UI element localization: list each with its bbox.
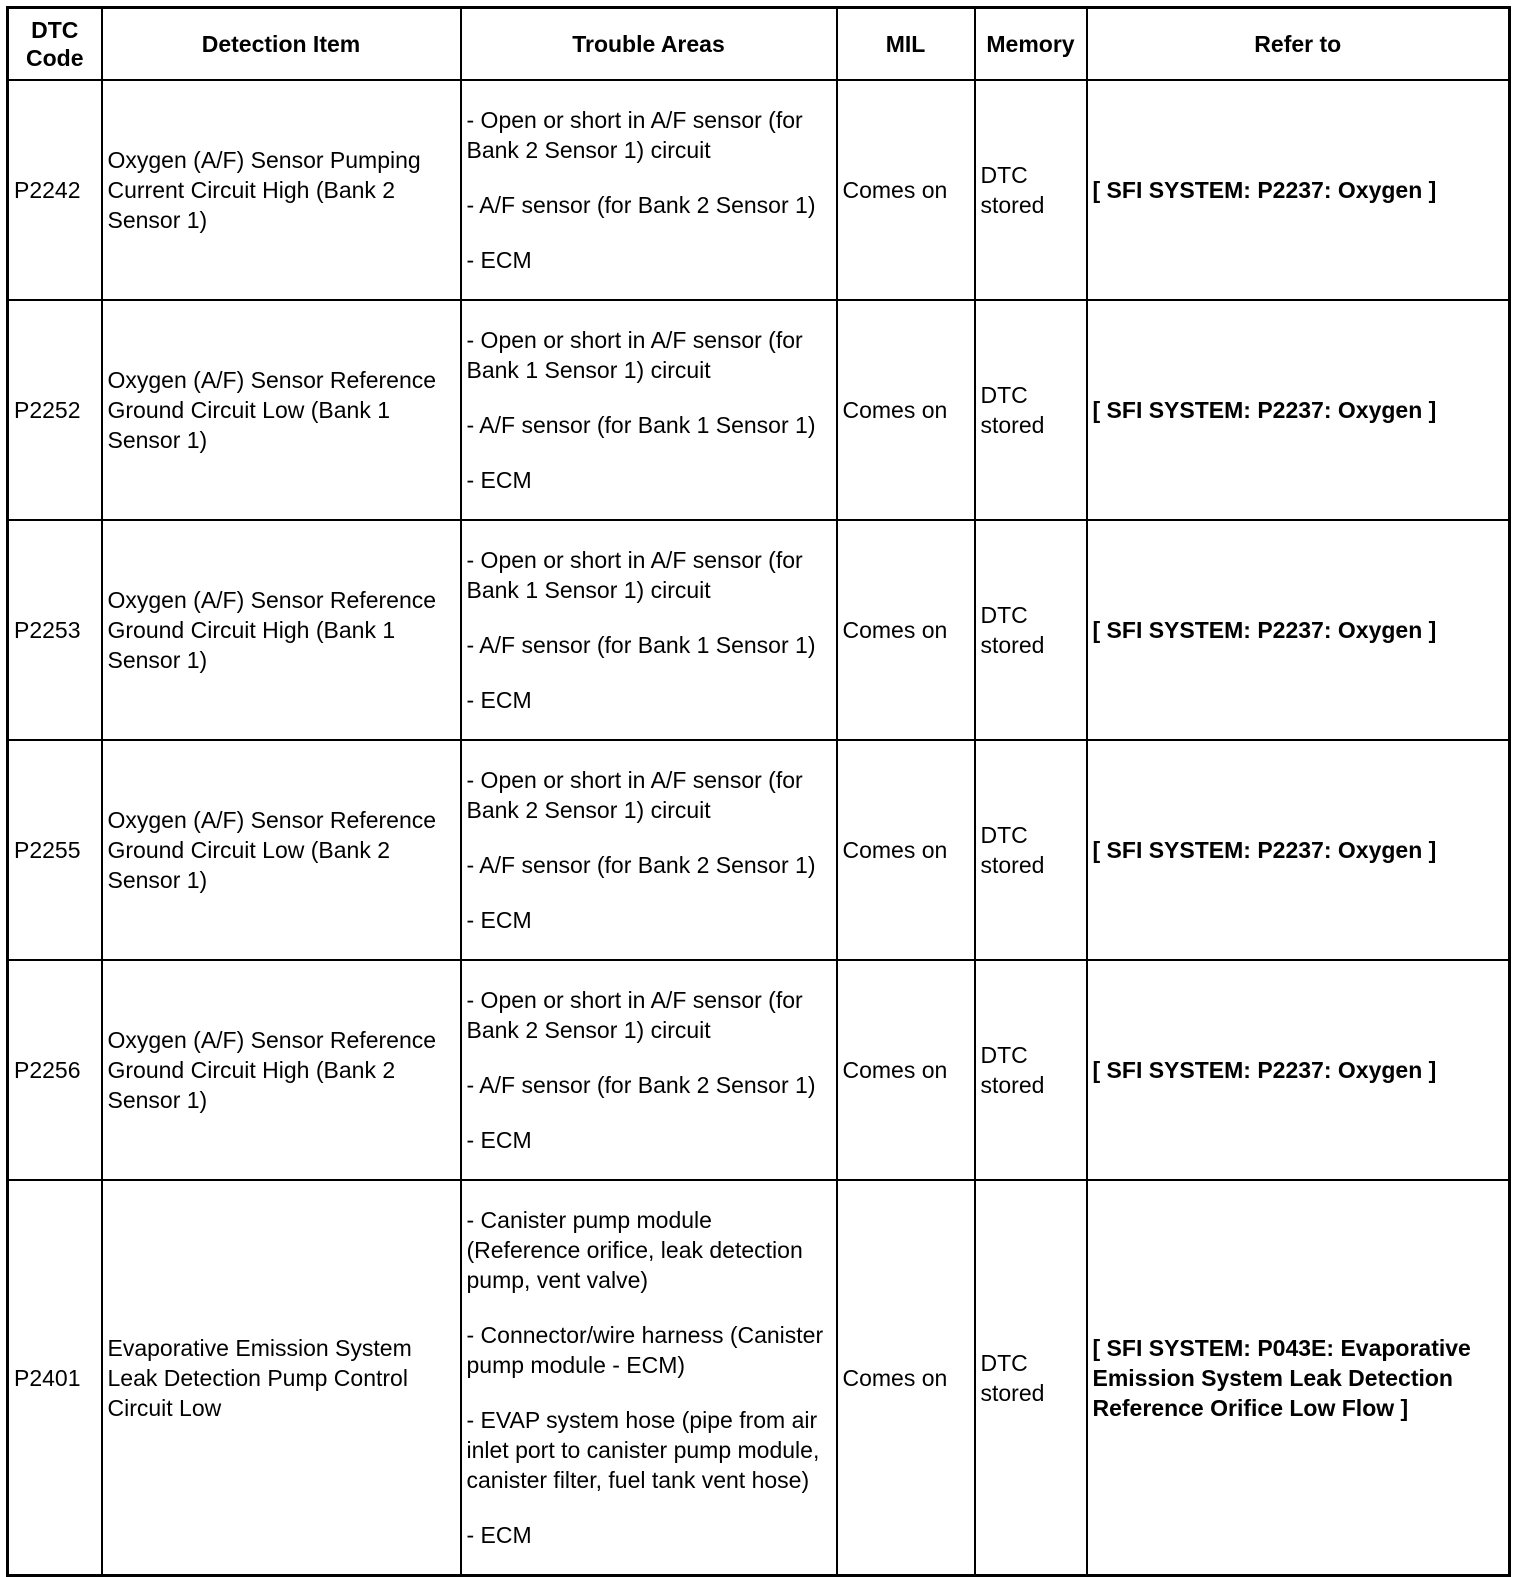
trouble-area-item: - ECM	[466, 1127, 532, 1153]
refer-to-cell: [ SFI SYSTEM: P2237: Oxygen ]	[1087, 740, 1510, 960]
table-row	[8, 1180, 1510, 1576]
refer-to-cell: [ SFI SYSTEM: P2237: Oxygen ]	[1087, 960, 1510, 1180]
trouble-areas-cell	[461, 1180, 837, 1576]
trouble-area-item: - Open or short in A/F sensor (for Bank 2 Sensor 1) circuit	[466, 987, 803, 1043]
dtc-code-cell: P2256	[8, 960, 102, 1180]
detection-item-cell: Oxygen (A/F) Sensor Pumping Current Circuit High (Bank 2 Sensor 1)	[102, 80, 461, 300]
dtc-table	[6, 6, 1511, 1577]
dtc-code-cell: P2252	[8, 300, 102, 520]
memory-cell: DTC stored	[975, 300, 1087, 520]
dtc-code-cell: P2401	[8, 1180, 102, 1576]
trouble-area-item: - ECM	[466, 687, 532, 713]
detection-item-cell: Oxygen (A/F) Sensor Reference Ground Circuit High (Bank 2 Sensor 1)	[102, 960, 461, 1180]
header-trouble-areas: Trouble Areas	[461, 8, 837, 81]
table-row	[8, 80, 1510, 300]
trouble-area-item: - Connector/wire harness (Canister pump module - ECM)	[466, 1322, 824, 1378]
detection-item-cell: Oxygen (A/F) Sensor Reference Ground Circuit High (Bank 1 Sensor 1)	[102, 520, 461, 740]
memory-cell: DTC stored	[975, 960, 1087, 1180]
dtc-code-cell: P2242	[8, 80, 102, 300]
memory-cell: DTC stored	[975, 520, 1087, 740]
header-refer-to: Refer to	[1087, 8, 1510, 81]
trouble-area-item: - Open or short in A/F sensor (for Bank 2 Sensor 1) circuit	[466, 107, 803, 163]
mil-cell: Comes on	[837, 1180, 975, 1576]
trouble-area-item: - Open or short in A/F sensor (for Bank 1 Sensor 1) circuit	[466, 327, 803, 383]
trouble-area-item: - Canister pump module (Reference orifice, leak detection pump, vent valve)	[466, 1207, 803, 1293]
trouble-areas-cell	[461, 960, 837, 1180]
table-row	[8, 960, 1510, 1180]
trouble-area-item: - A/F sensor (for Bank 2 Sensor 1)	[466, 1072, 816, 1098]
refer-to-cell: [ SFI SYSTEM: P2237: Oxygen ]	[1087, 520, 1510, 740]
mil-cell: Comes on	[837, 960, 975, 1180]
table-row	[8, 300, 1510, 520]
memory-cell: DTC stored	[975, 740, 1087, 960]
refer-to-cell: [ SFI SYSTEM: P2237: Oxygen ]	[1087, 80, 1510, 300]
header-row	[8, 8, 1510, 81]
trouble-area-item: - ECM	[466, 247, 532, 273]
header-detection-item: Detection Item	[102, 8, 461, 81]
mil-cell: Comes on	[837, 300, 975, 520]
trouble-area-item: - EVAP system hose (pipe from air inlet port to canister pump module, canister filter, fuel tank vent hose)	[466, 1407, 820, 1493]
memory-cell: DTC stored	[975, 1180, 1087, 1576]
mil-cell: Comes on	[837, 740, 975, 960]
header-memory: Memory	[975, 8, 1087, 81]
trouble-area-item: - A/F sensor (for Bank 2 Sensor 1)	[466, 192, 816, 218]
detection-item-cell: Oxygen (A/F) Sensor Reference Ground Circuit Low (Bank 1 Sensor 1)	[102, 300, 461, 520]
memory-cell: DTC stored	[975, 80, 1087, 300]
trouble-area-item: - A/F sensor (for Bank 2 Sensor 1)	[466, 852, 816, 878]
detection-item-cell: Oxygen (A/F) Sensor Reference Ground Circuit Low (Bank 2 Sensor 1)	[102, 740, 461, 960]
trouble-areas-cell	[461, 740, 837, 960]
detection-item-cell: Evaporative Emission System Leak Detection Pump Control Circuit Low	[102, 1180, 461, 1576]
refer-to-cell: [ SFI SYSTEM: P2237: Oxygen ]	[1087, 300, 1510, 520]
mil-cell: Comes on	[837, 520, 975, 740]
refer-to-cell: [ SFI SYSTEM: P043E: Evaporative Emission System Leak Detection Reference Orifice Low Flow ]	[1087, 1180, 1510, 1576]
trouble-area-item: - A/F sensor (for Bank 1 Sensor 1)	[466, 632, 816, 658]
dtc-code-cell: P2253	[8, 520, 102, 740]
table-row	[8, 520, 1510, 740]
trouble-area-item: - Open or short in A/F sensor (for Bank 2 Sensor 1) circuit	[466, 767, 803, 823]
trouble-area-item: - ECM	[466, 907, 532, 933]
trouble-area-item: - Open or short in A/F sensor (for Bank 1 Sensor 1) circuit	[466, 547, 803, 603]
trouble-areas-cell	[461, 300, 837, 520]
table-row	[8, 740, 1510, 960]
mil-cell: Comes on	[837, 80, 975, 300]
trouble-area-item: - ECM	[466, 467, 532, 493]
dtc-code-cell: P2255	[8, 740, 102, 960]
trouble-area-item: - ECM	[466, 1522, 532, 1548]
header-dtc-code: DTC Code	[8, 8, 102, 81]
trouble-areas-cell	[461, 80, 837, 300]
header-mil: MIL	[837, 8, 975, 81]
trouble-area-item: - A/F sensor (for Bank 1 Sensor 1)	[466, 412, 816, 438]
trouble-areas-cell	[461, 520, 837, 740]
